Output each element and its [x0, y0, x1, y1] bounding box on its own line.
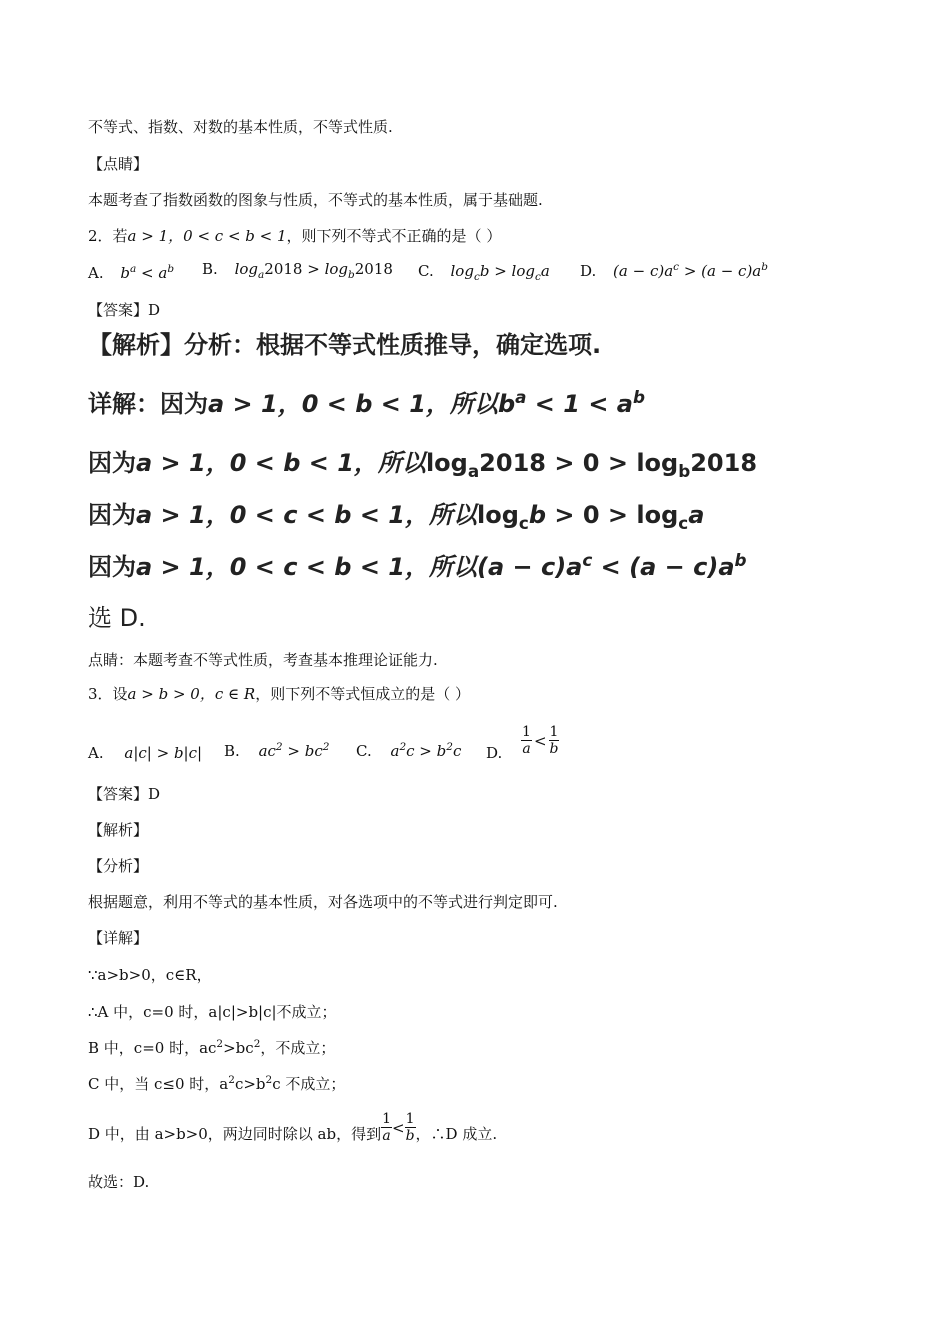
fraction: $\frac{1}{b}$	[549, 724, 559, 757]
text-line: ∵a>b>0，c∈R，	[88, 966, 212, 984]
fraction: $\frac{1}{a}$	[522, 724, 531, 757]
option-b: B. $\log_a2018 > \log_b2018$	[202, 260, 393, 281]
section-heading: 【详解】	[88, 929, 149, 947]
answer: 【答案】D	[88, 785, 161, 803]
answer: 【答案】D	[88, 301, 161, 319]
option-c: C. $a^2c > b^2c$	[356, 741, 462, 760]
text-line: 本题考查了指数函数的图象与性质，不等式的基本性质，属于基础题.	[88, 191, 543, 209]
fraction: $\frac{1}{a}$	[382, 1111, 392, 1144]
analysis-intro: 【解析】分析：根据不等式性质推导，确定选项.	[88, 331, 602, 359]
text-line: D 中，由 a>b>0，两边同时除以 ab，得到 $\frac{1}{a}$ < $\frac{1}{b}$ ，∴D 成立.	[88, 1111, 498, 1144]
option-b: B. $ac^2 > bc^2$	[224, 741, 330, 760]
detail-line-2: 因为a > 1，0 < b < 1，所以$\log_a2018 > 0 > \log_b2018$	[88, 449, 758, 481]
question-3: 3．设a > b > 0，c ∈ R，则下列不等式恒成立的是（ ）	[88, 685, 470, 703]
section-heading: 【点睛】	[88, 155, 149, 173]
option-d: D. $(a - c)a^c > (a - c)a^b$	[580, 261, 768, 280]
text-line: 根据题意，利用不等式的基本性质，对各选项中的不等式进行判定即可.	[88, 893, 558, 911]
text-line: C 中，当 c≤0 时，$a^2c>b^2c$ 不成立；	[88, 1074, 346, 1093]
option-a: A. $b^a < a^b$	[88, 263, 175, 282]
fraction: $\frac{1}{b}$	[405, 1111, 415, 1144]
option-a: A. a|c| > b|c|	[88, 744, 203, 762]
detail-line-1: 详解：因为a > 1，0 < b < 1，所以$b^a < 1 < a^b$	[88, 387, 646, 418]
text-line: 不等式、指数、对数的基本性质，不等式性质.	[88, 118, 393, 136]
text-line: ∴A 中，c=0 时，a|c|>b|c|不成立；	[88, 1003, 337, 1021]
option-c: C. $\log_cb > \log_ca$	[418, 262, 550, 283]
question-2: 2．若a > 1，0 < c < b < 1，则下列不等式不正确的是（ ）	[88, 227, 502, 245]
section-heading: 【解析】	[88, 821, 149, 839]
text-line: 故选：D.	[88, 1173, 150, 1191]
text-line: B 中，c=0 时，$ac^2>bc^2$，不成立；	[88, 1038, 336, 1057]
option-d: D. $\frac{1}{a}$ < $\frac{1}{b}$	[486, 724, 559, 762]
text-line: 点睛：本题考查不等式性质，考查基本推理论证能力.	[88, 651, 438, 669]
detail-line-4: 因为a > 1，0 < c < b < 1，所以$(a - c)a^c < (a - c)a^b$	[88, 550, 747, 581]
detail-line-3: 因为a > 1，0 < c < b < 1，所以$\log_cb > 0 > \log_ca$	[88, 501, 705, 533]
section-heading: 【分析】	[88, 857, 149, 875]
choose-line: 选 D.	[88, 604, 146, 632]
